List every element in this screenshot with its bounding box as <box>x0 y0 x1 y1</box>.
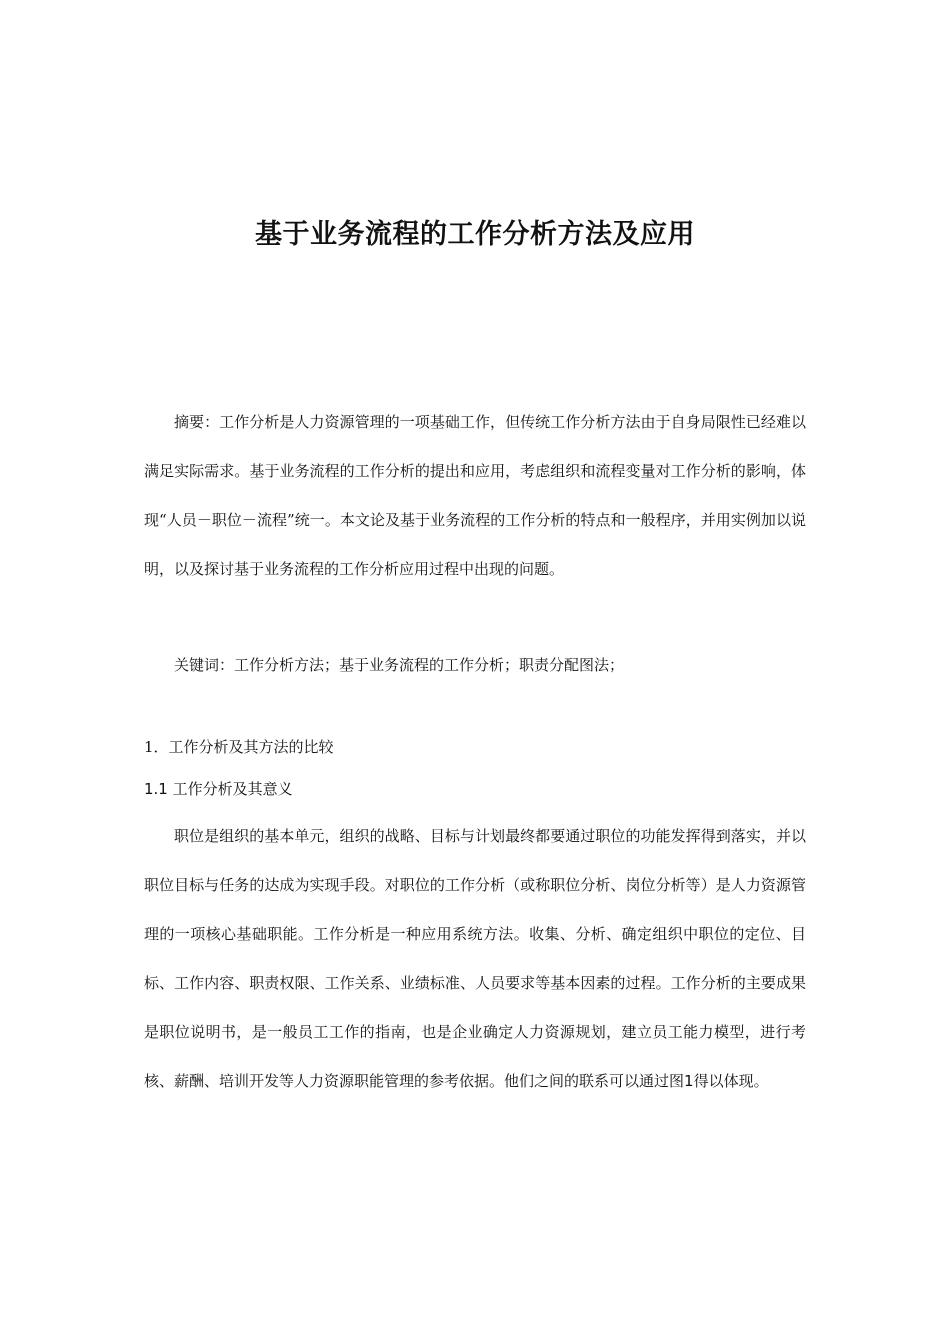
document-title: 基于业务流程的工作分析方法及应用 <box>255 219 695 250</box>
section-1-heading-block <box>144 725 806 769</box>
keywords-label: 关键词： <box>174 656 235 674</box>
section-1-heading: 1．工作分析及其方法的比较 <box>144 738 334 756</box>
abstract-label: 摘要： <box>174 413 220 431</box>
intro-paragraph <box>144 812 806 1106</box>
abstract-section <box>144 398 806 594</box>
intro-text-part2: 得以体现。 <box>693 1072 769 1090</box>
section-1-1-heading-block <box>144 767 806 811</box>
keywords-text: 工作分析方法；基于业务流程的工作分析；职责分配图法； <box>234 656 625 674</box>
section-1-1-number: 1.1 <box>144 780 168 798</box>
abstract-paragraph <box>144 398 806 594</box>
section-1-1-title: 工作分析及其意义 <box>167 780 293 798</box>
intro-section <box>144 812 806 1106</box>
keywords-section <box>144 641 806 690</box>
intro-text-part1: 职位是组织的基本单元，组织的战略、目标与计划最终都要通过职位的功能发挥得到落实，并以职位目标与任务的达成为实现手段。对职位的工作分析（或称职位分析、岗位分析等）是人力资源管理的一项核心基础职能。工作分析是一种应用系统方法。收集、分析、确定组织中职位的定位、目标、工作内容、职责权限、工作关系、业绩标准、人员要求等基本因素的过程。工作分析的主要成果是职位说明书，是一般员工工作的指南，也是企业确定人力资源规划，建立员工能力模型，进行考核、薪酬、培训开发等人力资源职能管理的参考依据。他们之间的联系可以通过图 <box>144 827 806 1090</box>
section-1-1-heading <box>144 767 806 811</box>
figure-reference: 1 <box>684 1072 694 1090</box>
abstract-text: 工作分析是人力资源管理的一项基础工作，但传统工作分析方法由于自身局限性已经难以满足实际需求。基于业务流程的工作分析的提出和应用，考虑组织和流程变量对工作分析的影响，体现“人员－职位－流程”统一。本文论及基于业务流程的工作分析的特点和一般程序，并用实例加以说明，以及探讨基于业务流程的工作分析应用过程中出现的问题。 <box>144 413 806 578</box>
keywords-paragraph <box>144 641 806 690</box>
